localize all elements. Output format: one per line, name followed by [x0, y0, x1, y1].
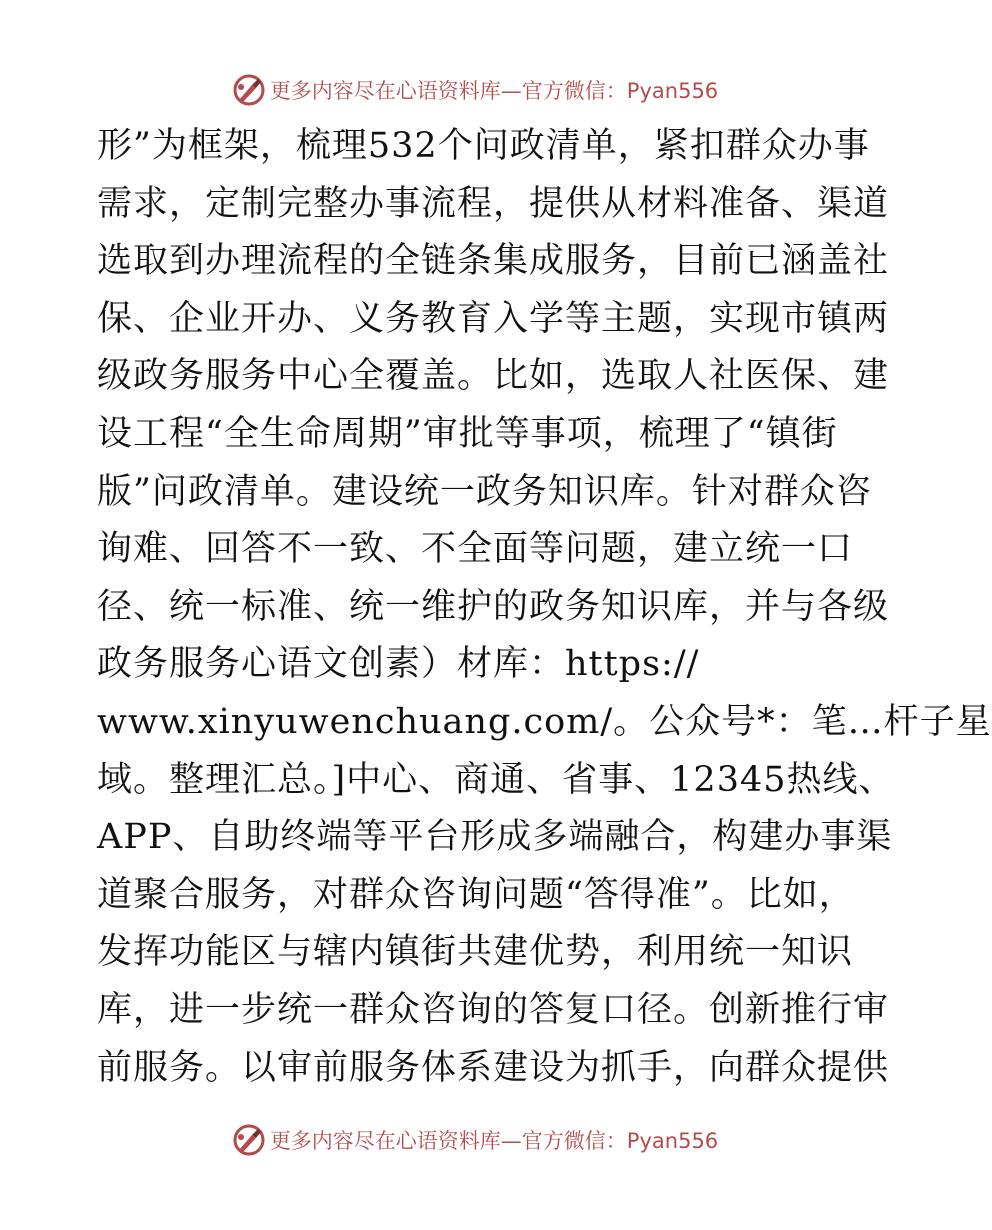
header-banner-text: 更多内容尽在心语资料库—官方微信：Pyan556 [269, 79, 719, 103]
body-line: 发挥功能区与辖内镇街共建优势，利用统一知识 [97, 932, 854, 973]
body-line: 需求，定制完整办事流程，提供从材料准备、渠道 [97, 183, 890, 224]
body-line: APP、自助终端等平台形成多端融合，构建办事渠 [97, 817, 893, 858]
body-line: 选取到办理流程的全链条集成服务，目前已涵盖社 [97, 241, 890, 282]
body-line: 政务服务心语文创素）材库：https:// [97, 644, 700, 685]
body-line: 形”为框架，梳理532个问政清单，紧扣群众办事 [97, 126, 870, 166]
body-line: 设工程“全生命周期”审批等事项，梳理了“镇街 [97, 413, 838, 454]
body-line: 域。整理汇总。]中心、商通、省事、12345热线、 [97, 759, 895, 800]
brand-logo-icon [232, 1123, 266, 1157]
body-line: 库，进一步统一群众咨询的答复口径。创新推行审 [97, 989, 890, 1030]
body-line: 询难、回答不一致、不全面等问题，建立统一口 [97, 529, 854, 570]
body-line: www.xinyuwenchuang.com/。公众号*：笔…杆子星 [97, 701, 992, 742]
document-body [97, 118, 992, 1097]
body-line: 版”问政清单。建设统一政务知识库。针对群众咨 [97, 471, 872, 512]
footer-banner [0, 1120, 950, 1160]
body-line: 级政务服务中心全覆盖。比如，选取人社医保、建 [97, 356, 890, 397]
body-line: 保、企业开办、义务教育入学等主题，实现市镇两 [97, 298, 890, 339]
header-banner [0, 70, 950, 110]
body-line: 前服务。以审前服务体系建设为抓手，向群众提供 [97, 1047, 890, 1088]
footer-banner-text: 更多内容尽在心语资料库—官方微信：Pyan556 [269, 1129, 719, 1153]
brand-logo-icon [232, 73, 266, 107]
body-line: 径、统一标准、统一维护的政务知识库，并与各级 [97, 586, 890, 627]
body-line: 道聚合服务，对群众咨询问题“答得准”。比如， [97, 874, 855, 915]
